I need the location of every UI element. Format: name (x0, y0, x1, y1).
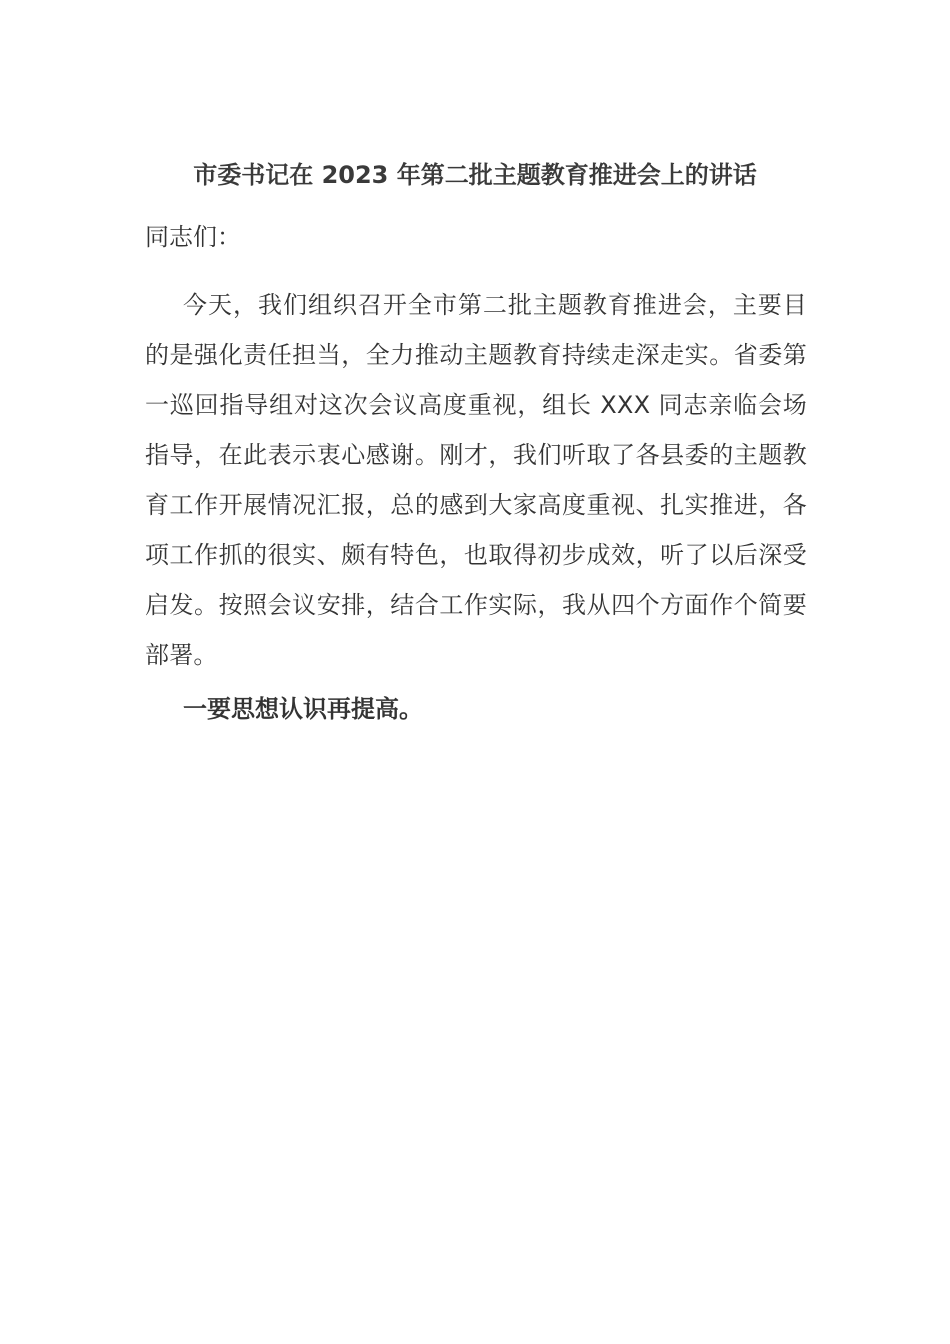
salutation: 同志们： (145, 223, 241, 251)
body-paragraph: 今天，我们组织召开全市第二批主题教育推进会，主要目的是强化责任担当，全力推动主题教育持续走深走实。省委第一巡回指导组对这次会议高度重视，组长 XXX 同志亲临会场指导，在此表示衷心感谢。刚才，我们听取了各县委的主题教育工作开展情况汇报，总的感到大家高度重视、扎实推进，各项工作抓的很实、颇有特色，也取得初步成效，听了以后深受启发。按照会议安排，结合工作实际，我从四个方面作个简要部署。 (145, 291, 807, 669)
section-heading: 一要思想认识再提高。 (183, 695, 423, 723)
document-title: 市委书记在 2023 年第二批主题教育推进会上的讲话 (193, 161, 757, 189)
